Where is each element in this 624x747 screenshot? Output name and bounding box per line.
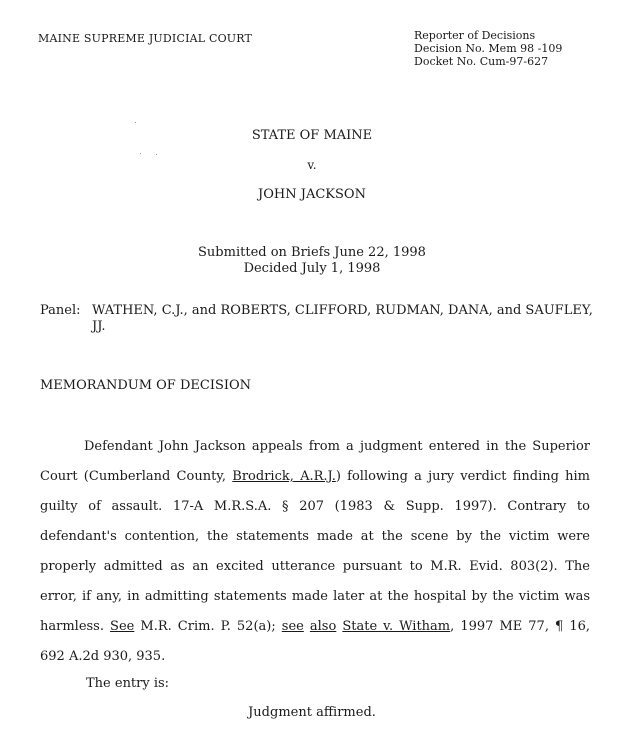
decision-number: Decision No. Mem 98 -109 (414, 42, 563, 55)
citation-signal-see: See (110, 619, 135, 634)
body-text: Defendant John Jackson appeals from a judgment entered in the Superior Court (Cumberland County, (40, 439, 590, 484)
case-versus: v. (307, 158, 317, 172)
court-name: MAINE SUPREME JUDICIAL COURT (38, 32, 253, 45)
decided-date: Decided July 1, 1998 (243, 261, 381, 276)
decision-dates (0, 245, 624, 277)
entry-label: The entry is: (86, 676, 170, 691)
body-text: M.R. Crim. P. 52(a); (134, 619, 282, 634)
decision-paragraph (40, 432, 590, 672)
panel-label: Panel: (40, 303, 81, 318)
scan-speck (140, 153, 141, 154)
scan-speck (156, 154, 157, 155)
body-text: , 1997 ME 77, ¶ 16, 692 A.2d 930, 935. (40, 619, 590, 664)
reporter-title: Reporter of Decisions (414, 29, 536, 42)
panel-justices: WATHEN, C.J., and ROBERTS, CLIFFORD, RUDMAN, DANA, and SAUFLEY, JJ. (92, 303, 593, 334)
body-text: ) following a jury verdict finding him guilty of assault. 17-A M.R.S.A. § 207 (1983 & Supp. 1997). Contrary to defendant's contention, the statements made at the scene by the victim were properly admitted as an excited utterance pursuant to M.R. Evid. 803(2). The error, if any, in admitting statements made later at the hospital by the victim was harmless. (40, 469, 590, 634)
submitted-date: Submitted on Briefs June 22, 1998 (198, 245, 426, 260)
scan-speck (135, 122, 136, 123)
docket-number: Docket No. Cum-97-627 (414, 55, 549, 68)
citation-signal-see-2: see (281, 619, 304, 634)
citation-signal-also: also (309, 619, 337, 634)
case-citation: State v. Witham (342, 619, 451, 634)
reporter-block (414, 29, 562, 68)
case-plaintiff: STATE OF MAINE (251, 128, 373, 143)
decision-body (40, 432, 590, 672)
disposition: Judgment affirmed. (248, 705, 376, 720)
judge-name: Brodrick, A.R.J. (232, 469, 336, 484)
case-defendant: JOHN JACKSON (258, 187, 366, 202)
memorandum-heading: MEMORANDUM OF DECISION (40, 378, 252, 393)
